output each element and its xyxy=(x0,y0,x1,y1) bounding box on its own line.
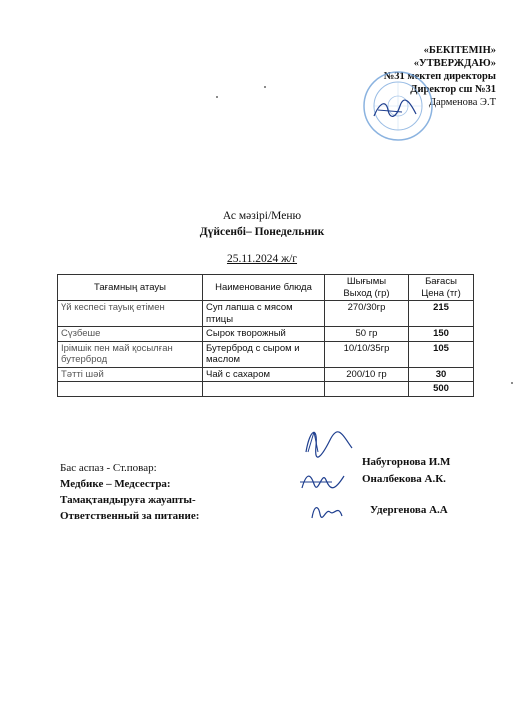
name-chef: Набугорнова И.М xyxy=(362,456,451,468)
dish-output: 10/10/35гр xyxy=(325,341,409,367)
dish-price: 30 xyxy=(409,367,474,382)
header-ru: Наименование блюда xyxy=(203,275,325,301)
role-nurse: Медбике – Медсестра: xyxy=(60,478,171,490)
dish-kz: Тәтті шәй xyxy=(58,367,203,382)
total-empty-ru xyxy=(203,382,325,397)
table-row xyxy=(58,327,474,342)
table-row xyxy=(58,301,474,327)
table-row xyxy=(58,367,474,382)
dish-ru: Суп лапша с мясом птицы xyxy=(203,301,325,327)
name-responsible: Удергенова А.А xyxy=(370,504,448,516)
total-empty-output xyxy=(325,382,409,397)
scan-speck xyxy=(264,86,266,88)
dish-price: 150 xyxy=(409,327,474,342)
scan-speck xyxy=(511,382,513,384)
dish-ru: Сырок творожный xyxy=(203,327,325,342)
role-responsible-ru: Ответственный за питание: xyxy=(60,510,200,522)
role-chef: Бас аспаз - Ст.повар: xyxy=(60,462,157,474)
dish-kz: Сүзбеше xyxy=(58,327,203,342)
dish-kz: Үй кеспесі тауық етімен xyxy=(58,301,203,327)
menu-date: 25.11.2024 ж/г xyxy=(226,253,298,265)
approval-line-kz: «БЕКІТЕМІН» xyxy=(423,45,496,56)
dish-price: 105 xyxy=(409,341,474,367)
header-price-ru: Цена (тг) xyxy=(421,287,461,299)
dish-output: 200/10 гр xyxy=(325,367,409,382)
director-signature xyxy=(372,96,418,124)
scan-speck xyxy=(216,96,218,98)
header-price xyxy=(409,275,474,301)
table-header-row xyxy=(58,275,474,301)
header-output-kz: Шығымы xyxy=(346,276,387,287)
approval-school-kz: №31 мектеп директоры xyxy=(383,71,496,82)
dish-output: 270/30гр xyxy=(325,301,409,327)
header-output xyxy=(325,275,409,301)
dish-price: 215 xyxy=(409,301,474,327)
header-price-kz: Бағасы xyxy=(425,276,457,287)
staff-signatures xyxy=(292,422,360,524)
approval-line-ru: «УТВЕРЖДАЮ» xyxy=(413,58,496,69)
total-row xyxy=(58,382,474,397)
menu-day: Дүйсенбі– Понедельник xyxy=(199,226,325,238)
total-price: 500 xyxy=(409,382,474,397)
menu-title: Ас мәзірі/Меню xyxy=(222,210,302,222)
name-nurse: Оналбекова А.К. xyxy=(362,473,446,485)
dish-output: 50 гр xyxy=(325,327,409,342)
dish-ru: Бутерброд с сыром и маслом xyxy=(203,341,325,367)
header-output-ru: Выход (гр) xyxy=(343,287,390,299)
director-name: Дарменова Э.Т xyxy=(428,97,496,108)
menu-table xyxy=(57,274,474,397)
total-empty-kz xyxy=(58,382,203,397)
header-kz: Тағамның атауы xyxy=(58,275,203,301)
responsible-roles xyxy=(60,460,199,524)
role-responsible-kz: Тамақтандыруға жауапты- xyxy=(60,494,196,506)
table-row xyxy=(58,341,474,367)
dish-kz: Ірімшік пен май қосылған бутерброд xyxy=(58,341,203,367)
dish-ru: Чай с сахаром xyxy=(203,367,325,382)
approval-school-ru: Директор сш №31 xyxy=(410,84,496,95)
